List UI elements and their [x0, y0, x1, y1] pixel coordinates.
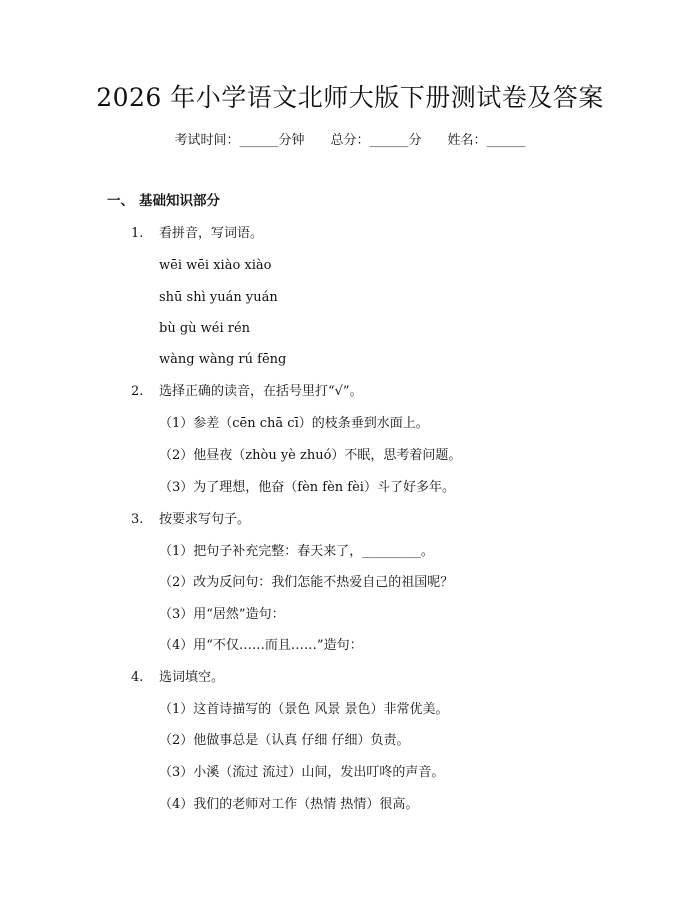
question-text: 选择正确的读音，在括号里打“√”。 [159, 384, 363, 399]
exam-time: 考试时间：______分钟 [174, 133, 305, 148]
pinyin-item: wēi wēi xiào xiào [159, 258, 272, 273]
sub-item: （4）用“不仅……而且……”造句： [159, 638, 363, 653]
sub-item: （3）用“居然”造句： [159, 607, 285, 622]
pinyin-item: wàng wàng rú fēng [159, 352, 287, 367]
sub-item: （1）把句子补充完整：春天来了，_________。 [159, 544, 434, 559]
question-text: 看拼音，写词语。 [159, 226, 264, 241]
sub-item: （4）我们的老师对工作（热情 热情）很高。 [159, 797, 419, 812]
question-number: 3. [131, 512, 144, 527]
question-text: 选词填空。 [159, 670, 225, 685]
question-number: 2. [131, 384, 144, 399]
question-2 [131, 382, 363, 402]
sub-item: （3）为了理想，他奋（fèn fèn fèi）斗了好多年。 [159, 480, 455, 495]
page-title: 2026 年小学语文北师大版下册测试卷及答案 [96, 83, 604, 112]
sub-item: （1）参差（cēn chā cī）的枝条垂到水面上。 [159, 416, 429, 431]
sub-item: （2）他昼夜（zhòu yè zhuó）不眠，思考着问题。 [159, 448, 462, 463]
question-number: 1. [131, 226, 144, 241]
sub-item: （3）小溪（流过 流过）山间，发出叮咚的声音。 [159, 765, 445, 780]
question-number: 4. [131, 670, 144, 685]
exam-name: 姓名：______ [447, 133, 526, 148]
section-heading [107, 191, 220, 211]
sub-item: （1）这首诗描写的（景色 风景 景色）非常优美。 [159, 702, 449, 717]
exam-score: 总分：______分 [330, 133, 422, 148]
question-text: 按要求写句子。 [159, 512, 251, 527]
question-1 [131, 224, 263, 244]
question-4 [131, 668, 224, 688]
section-title: 基础知识部分 [139, 193, 220, 209]
exam-info [0, 131, 700, 151]
section-number: 一、 [107, 193, 134, 209]
pinyin-item: shū shì yuán yuán [159, 290, 278, 305]
sub-item: （2）他做事总是（认真 仔细 仔细）负责。 [159, 733, 410, 748]
sub-item: （2）改为反问句：我们怎能不热爱自己的祖国呢？ [159, 575, 454, 590]
question-3 [131, 510, 250, 530]
pinyin-item: bù gù wéi rén [159, 321, 251, 336]
